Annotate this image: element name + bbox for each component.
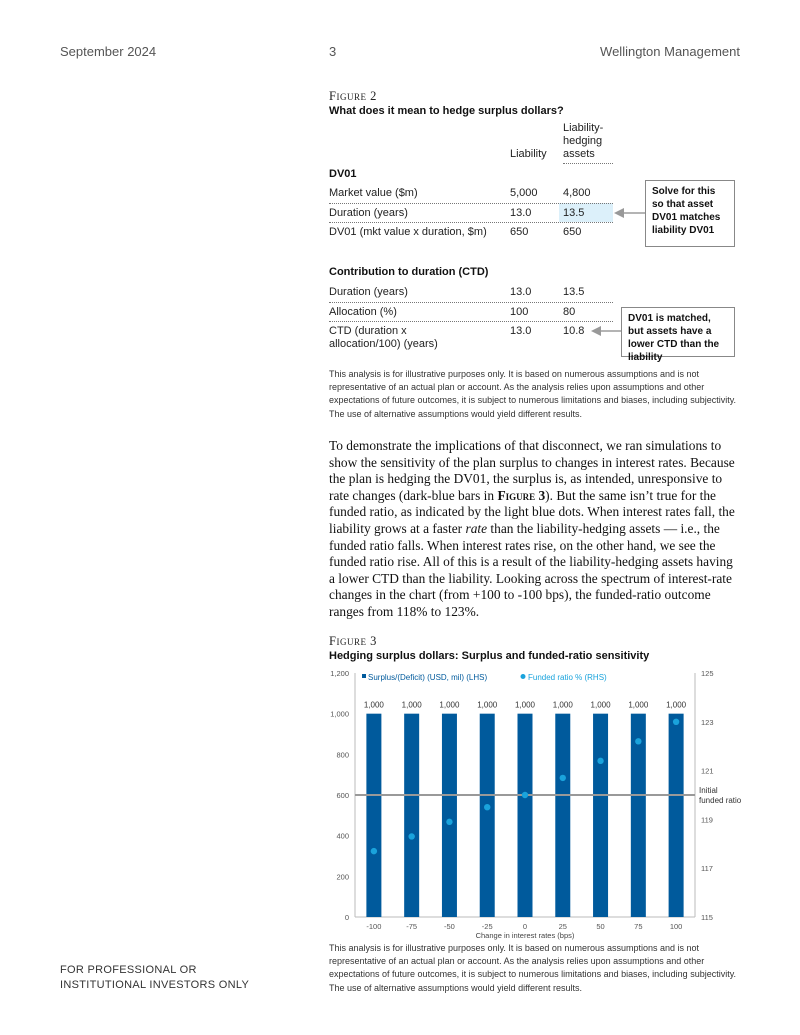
legend-dot-swatch xyxy=(521,674,526,679)
ctd-row-label: Allocation (%) xyxy=(329,306,397,318)
figure2-label: Figure 2 xyxy=(329,89,377,103)
bar xyxy=(404,714,419,917)
x-tick-label: -75 xyxy=(406,922,418,931)
dv01-row-label: Duration (years) xyxy=(329,207,408,219)
left-tick-label: 200 xyxy=(336,872,349,882)
left-tick-label: 400 xyxy=(336,831,349,841)
footer-line: INSTITUTIONAL INVESTORS ONLY xyxy=(60,979,250,991)
figure3-label: Figure 3 xyxy=(329,634,377,648)
bar-value-label: 1,000 xyxy=(514,700,536,710)
reference-line-label: funded ratio xyxy=(699,796,742,805)
header-date: September 2024 xyxy=(60,44,157,59)
figure3-title: Hedging surplus dollars: Surplus and funded-ratio sensitivity xyxy=(329,650,650,662)
dv01-row-liability: 650 xyxy=(510,226,529,238)
x-tick-label: -25 xyxy=(481,922,493,931)
dv01-row-assets: 4,800 xyxy=(563,187,591,199)
col-liability: Liability xyxy=(510,148,547,160)
bar-value-label: 1,000 xyxy=(477,700,498,710)
col-assets xyxy=(563,122,603,161)
figure-reference[interactable]: Figure 3 xyxy=(497,487,546,503)
ctd-callout: DV01 is matched, but assets have a lower CTD than the liability xyxy=(621,307,735,357)
dv01-row-liability: 13.0 xyxy=(510,207,532,219)
bar-value-label: 1,000 xyxy=(628,700,649,710)
dv01-section-title: DV01 xyxy=(329,168,357,180)
divider xyxy=(329,222,613,223)
divider xyxy=(329,203,613,204)
x-tick-label: 100 xyxy=(669,922,683,931)
bar xyxy=(593,714,608,917)
bar-value-label: 1,000 xyxy=(666,700,687,710)
ctd-row-liability: 100 xyxy=(510,306,529,318)
col-assets-line: hedging xyxy=(563,135,603,147)
x-tick-label: 75 xyxy=(634,922,643,931)
legend-dot-label: Funded ratio % (RHS) xyxy=(528,673,607,682)
footer-line: FOR PROFESSIONAL OR xyxy=(60,964,197,976)
bar-value-label: 1,000 xyxy=(590,700,611,710)
funded-ratio-point xyxy=(560,775,566,781)
right-tick-label: 115 xyxy=(701,913,713,922)
ctd-section-title: Contribution to duration (CTD) xyxy=(329,266,489,278)
legend-bar-swatch xyxy=(362,674,366,678)
header-org: Wellington Management xyxy=(600,44,740,59)
x-tick-label: 50 xyxy=(596,922,605,931)
body-paragraph xyxy=(329,438,741,621)
body-text-run: To demonstrate the implications of that disconnect, we ran simulations to show the sensitivity of the plan surplus to changes in interest rates. Because the plan is hedging the DV01, the surplus is, as intended, unresponsive to rate changes (dark-blue bars in xyxy=(329,438,735,503)
col-assets-line: Liability- xyxy=(563,122,604,134)
right-tick-label: 117 xyxy=(701,864,713,874)
dv01-row-label: Market value ($m) xyxy=(329,187,418,199)
ctd-row-assets: 13.5 xyxy=(563,286,585,298)
left-tick-label: 0 xyxy=(344,913,349,922)
x-tick-label: 0 xyxy=(522,922,528,931)
legend-bar-label: Surplus/(Deficit) (USD, mil) (LHS) xyxy=(368,673,488,682)
divider xyxy=(329,302,613,303)
dv01-callout: Solve for this so that asset DV01 matches liability DV01 xyxy=(645,180,735,247)
bar-value-label: 1,000 xyxy=(363,700,384,710)
x-tick-label: 25 xyxy=(558,922,567,931)
arrow-left-icon xyxy=(589,325,623,337)
bar-value-label: 1,000 xyxy=(439,700,460,710)
bar-series xyxy=(366,714,683,917)
bar xyxy=(366,714,381,917)
funded-ratio-point xyxy=(597,758,603,764)
funded-ratio-point xyxy=(371,848,377,854)
funded-ratio-point xyxy=(522,792,528,798)
bar xyxy=(480,714,495,917)
funded-ratio-point xyxy=(408,833,414,839)
right-tick-label: 123 xyxy=(701,717,714,727)
bar xyxy=(442,714,457,917)
right-tick-label: 125 xyxy=(701,669,714,678)
left-tick-label: 1,000 xyxy=(330,709,349,719)
dv01-row-assets: 13.5 xyxy=(563,207,585,219)
col-assets-line: assets xyxy=(563,148,595,160)
body-text-run: ). But the same isn’t true for the funded ratio, as indicated by the light blue dots. When interest rates fall, the liability grows at a faster xyxy=(329,487,735,536)
ctd-row-assets: 10.8 xyxy=(563,325,585,337)
ctd-row-assets: 80 xyxy=(563,306,576,318)
left-axis-ticks xyxy=(330,669,349,922)
funded-ratio-point xyxy=(635,738,641,744)
page-number: 3 xyxy=(329,44,337,59)
bar xyxy=(518,714,533,917)
right-tick-label: 119 xyxy=(701,815,713,825)
divider xyxy=(563,163,613,164)
ctd-row-label: Duration (years) xyxy=(329,286,408,298)
body-text-run: than the liability-hedging assets — i.e., the funded ratio falls. When interest rates rise, on the other hand, we see the funded ratio rise. All of this is a result of the liability-hedging assets having a lower CTD than the liability. Looking across the spectrum of interest-rate changes in the chart (from +100 to -100 bps), the funded-ratio outcome ranges from 118% to 123%. xyxy=(329,520,733,619)
divider xyxy=(329,321,613,322)
dv01-row-label: DV01 (mkt value x duration, $m) xyxy=(329,226,487,238)
x-axis-label: Change in interest rates (bps) xyxy=(475,931,575,940)
x-tick-label: -100 xyxy=(366,922,382,931)
funded-ratio-point xyxy=(446,819,452,825)
ctd-row-label: CTD (duration x allocation/100) (years) xyxy=(329,325,438,350)
arrow-left-icon xyxy=(612,207,646,219)
left-tick-label: 800 xyxy=(336,750,349,760)
body-text-emphasis: rate xyxy=(465,520,488,536)
footer-disclaimer xyxy=(60,963,249,993)
bar xyxy=(555,714,570,917)
figure2-note: This analysis is for illustrative purposes only. It is based on numerous assumptions and is not representative of an actual plan or account. As the analysis relies upon assumptions and other expectations of future outcomes, it is subject to numerous limitations and biases, including subjectivity. The use of alternative assumptions would yield different results. xyxy=(329,369,737,419)
bar-value-label: 1,000 xyxy=(552,700,573,710)
ctd-row-liability: 13.0 xyxy=(510,286,532,298)
left-tick-label: 1,200 xyxy=(330,669,349,678)
right-tick-label: 121 xyxy=(701,766,714,776)
figure2-title: What does it mean to hedge surplus dollars? xyxy=(329,105,564,117)
left-tick-label: 600 xyxy=(336,791,349,800)
x-tick-label: -50 xyxy=(444,922,455,931)
funded-ratio-point xyxy=(484,804,490,810)
funded-ratio-point xyxy=(673,719,679,725)
dv01-row-assets: 650 xyxy=(563,226,582,238)
bar-data-labels xyxy=(364,701,687,710)
figure3-chart xyxy=(310,664,760,942)
figure3-note: This analysis is for illustrative purposes only. It is based on numerous assumptions and is not representative of an actual plan or account. As the analysis relies upon assumptions and other expectations of future outcomes, it is subject to numerous limitations and biases, including subjectivity. The use of alternative assumptions would yield different results. xyxy=(329,943,737,993)
reference-line-label: Initial xyxy=(699,786,718,795)
chart-legend xyxy=(362,673,607,682)
bar xyxy=(669,714,684,917)
ctd-row-liability: 13.0 xyxy=(510,325,532,337)
bar-value-label: 1,000 xyxy=(401,700,422,710)
x-axis-ticks xyxy=(366,922,682,931)
dv01-row-liability: 5,000 xyxy=(510,187,538,199)
